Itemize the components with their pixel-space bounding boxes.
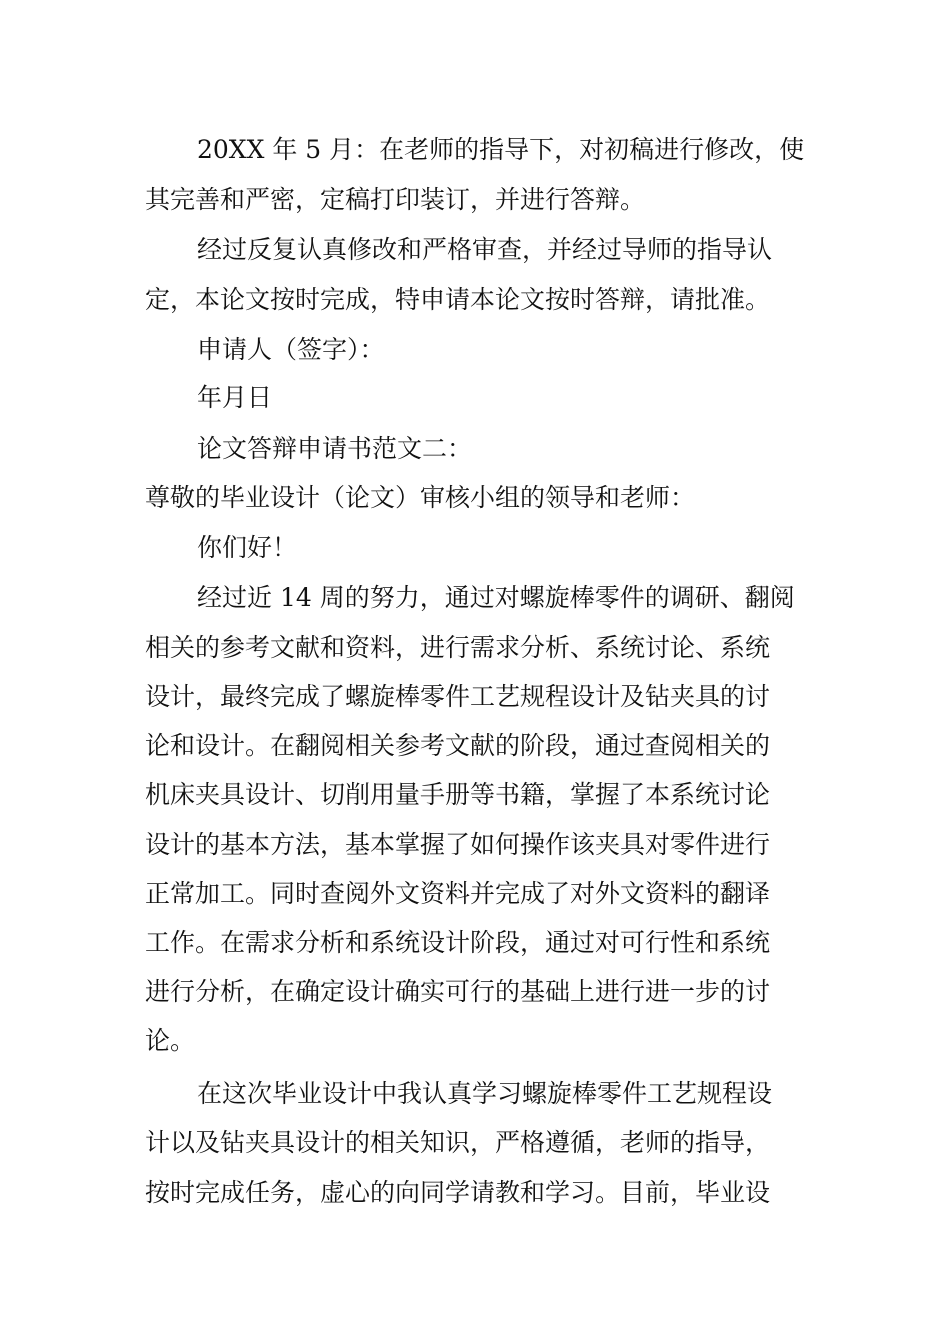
paragraph-line: 设计，最终完成了螺旋棒零件工艺规程设计及钻夹具的讨 [145, 682, 771, 711]
section-heading: 论文答辩申请书范文二： [197, 434, 473, 463]
date-label: 年月日 [197, 383, 273, 412]
paragraph-line: 按时完成任务，虚心的向同学请教和学习。目前，毕业设 [145, 1178, 771, 1207]
greeting: 你们好！ [197, 533, 298, 562]
paragraph-line: 其完善和严密，定稿打印装订，并进行答辩。 [145, 185, 646, 214]
paragraph-line: 正常加工。同时查阅外文资料并完成了对外文资料的翻译 [145, 879, 771, 908]
salutation: 尊敬的毕业设计（论文）审核小组的领导和老师： [145, 483, 696, 512]
paragraph-line: 论和设计。在翻阅相关参考文献的阶段，通过查阅相关的 [145, 731, 771, 760]
paragraph-line: 在这次毕业设计中我认真学习螺旋棒零件工艺规程设 [197, 1079, 773, 1108]
paragraph-line: 论。 [145, 1026, 196, 1055]
paragraph-line: 计以及钻夹具设计的相关知识，严格遵循，老师的指导， [145, 1128, 771, 1157]
paragraph-line: 机床夹具设计、切削用量手册等书籍，掌握了本系统讨论 [145, 780, 771, 809]
paragraph-line: 20XX 年 5 月：在老师的指导下，对初稿进行修改，使 [197, 135, 805, 164]
paragraph-line: 工作。在需求分析和系统设计阶段，通过对可行性和系统 [145, 928, 771, 957]
paragraph-line: 相关的参考文献和资料，进行需求分析、系统讨论、系统 [145, 633, 771, 662]
paragraph-line: 经过反复认真修改和严格审查，并经过导师的指导认 [197, 235, 773, 264]
paragraph-line: 定，本论文按时完成，特申请本论文按时答辩，请批准。 [145, 285, 771, 314]
paragraph-line: 经过近 14 周的努力，通过对螺旋棒零件的调研、翻阅 [197, 583, 795, 612]
paragraph-line: 设计的基本方法，基本掌握了如何操作该夹具对零件进行 [145, 830, 771, 859]
paragraph-line: 进行分析，在确定设计确实可行的基础上进行进一步的讨 [145, 977, 771, 1006]
signature-label: 申请人（签字）： [197, 335, 385, 364]
